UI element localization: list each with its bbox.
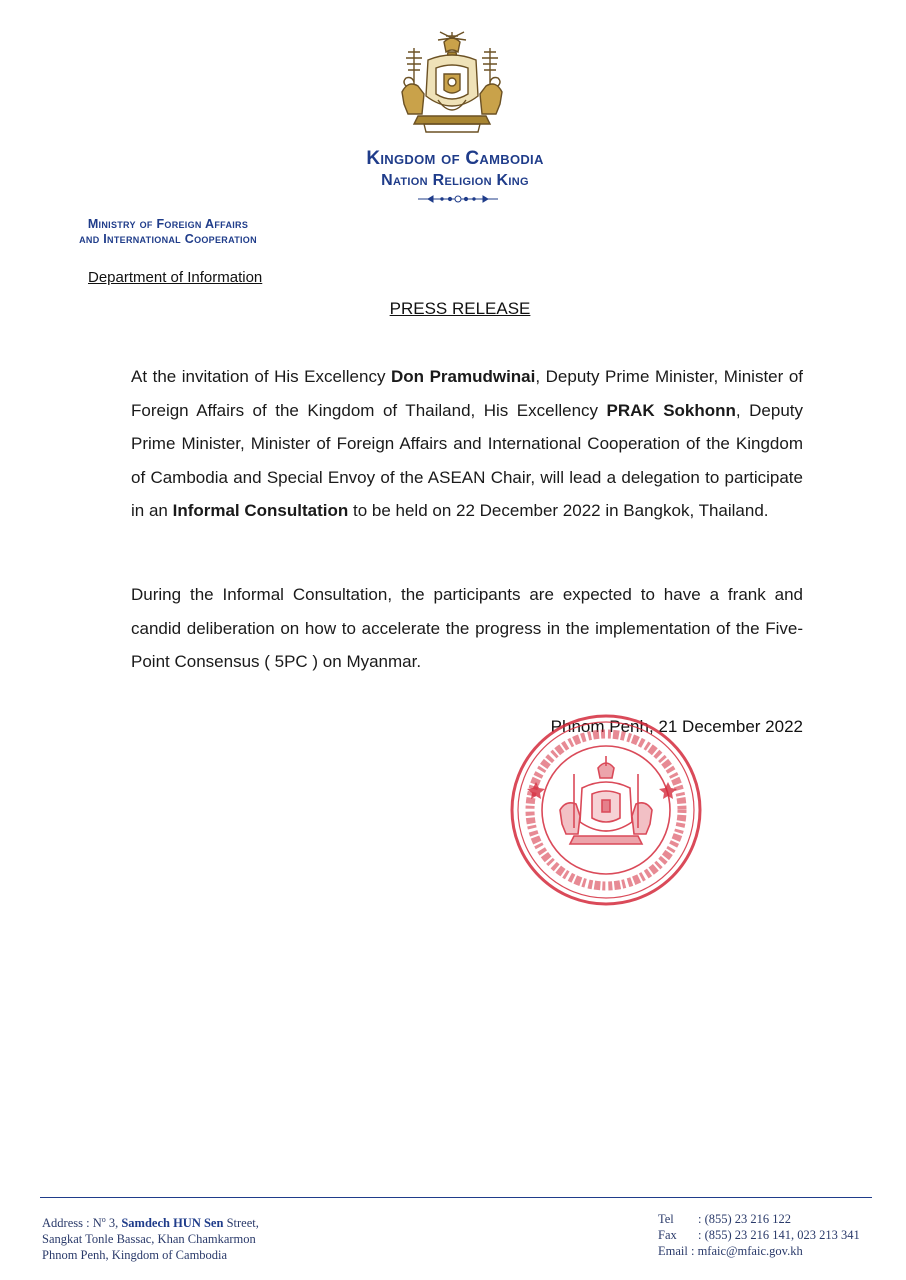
royal-coat-of-arms-emblem (394, 30, 510, 138)
department-name: Department of Information (88, 269, 263, 286)
paragraph1-text-3: , Deputy Prime Minister, Minister of Foreign Affairs and International Cooperation of the Kingdom of Cambodia and Special Envoy of the ASEAN Chair, will lead a delegation to participate in an (131, 400, 804, 520)
paragraph1-bold-name-2: PRAK Sokhonn (606, 400, 736, 420)
address-street-rest: Street, (223, 1216, 259, 1231)
address-label: Address : N (42, 1216, 102, 1231)
email-value[interactable]: : mfaic@mfaic.gov.kh (690, 1244, 803, 1258)
official-ministry-seal-icon (508, 712, 704, 908)
fax-row (658, 1227, 860, 1243)
tel-row (658, 1211, 860, 1227)
body-paragraph-1 (131, 360, 803, 528)
ministry-name-line1: Ministry of Foreign Affairs (87, 217, 249, 231)
place-and-date: Phnom Penh, 21 December 2022 (550, 717, 803, 736)
address-number-superscript: o (101, 1215, 106, 1224)
decorative-divider-icon (418, 194, 498, 204)
footer-divider (40, 1197, 872, 1198)
footer-address (42, 1212, 259, 1263)
address-line-2: Sangkat Tonle Bassac, Khan Chamkarmon (42, 1232, 256, 1247)
fax-value: : (855) 23 216 141, 023 213 341 (698, 1228, 860, 1242)
ministry-name-line2: and International Cooperation (79, 232, 257, 246)
paragraph1-text-1: At the invitation of His Excellency (131, 367, 391, 386)
document-title: PRESS RELEASE (389, 299, 531, 318)
national-motto: Nation Religion King (381, 172, 529, 189)
country-name-heading: Kingdom of Cambodia (366, 148, 544, 169)
email-row (658, 1243, 860, 1259)
tel-value: : (855) 23 216 122 (698, 1212, 792, 1226)
address-number: 3, (105, 1216, 122, 1231)
body-paragraph-2: During the Informal Consultation, the participants are expected to have a frank and candid deliberation on how to accelerate the progress in the implementation of the Five-Point Consensus ( 5PC ) on Myanmar. (131, 585, 803, 671)
paragraph1-bold-event: Informal Consultation (172, 501, 349, 520)
fax-label: Fax (658, 1228, 677, 1242)
paragraph1-text-4: to be held on 22 December 2022 in Bangkok, Thailand. (348, 501, 769, 520)
paragraph1-bold-name-1: Don Pramudwinai (390, 367, 536, 386)
address-line-3: Phnom Penh, Kingdom of Cambodia (42, 1248, 228, 1263)
address-street-bold: Samdech HUN Sen (121, 1216, 224, 1231)
address-line-1 (42, 1212, 259, 1231)
email-label: Email (658, 1244, 688, 1258)
paragraph1-text-2: , Deputy Prime Minister, Minister of Foreign Affairs of the Kingdom of Thailand, His Excellency (131, 367, 803, 420)
footer-contact (658, 1211, 860, 1259)
tel-label: Tel (658, 1212, 674, 1226)
